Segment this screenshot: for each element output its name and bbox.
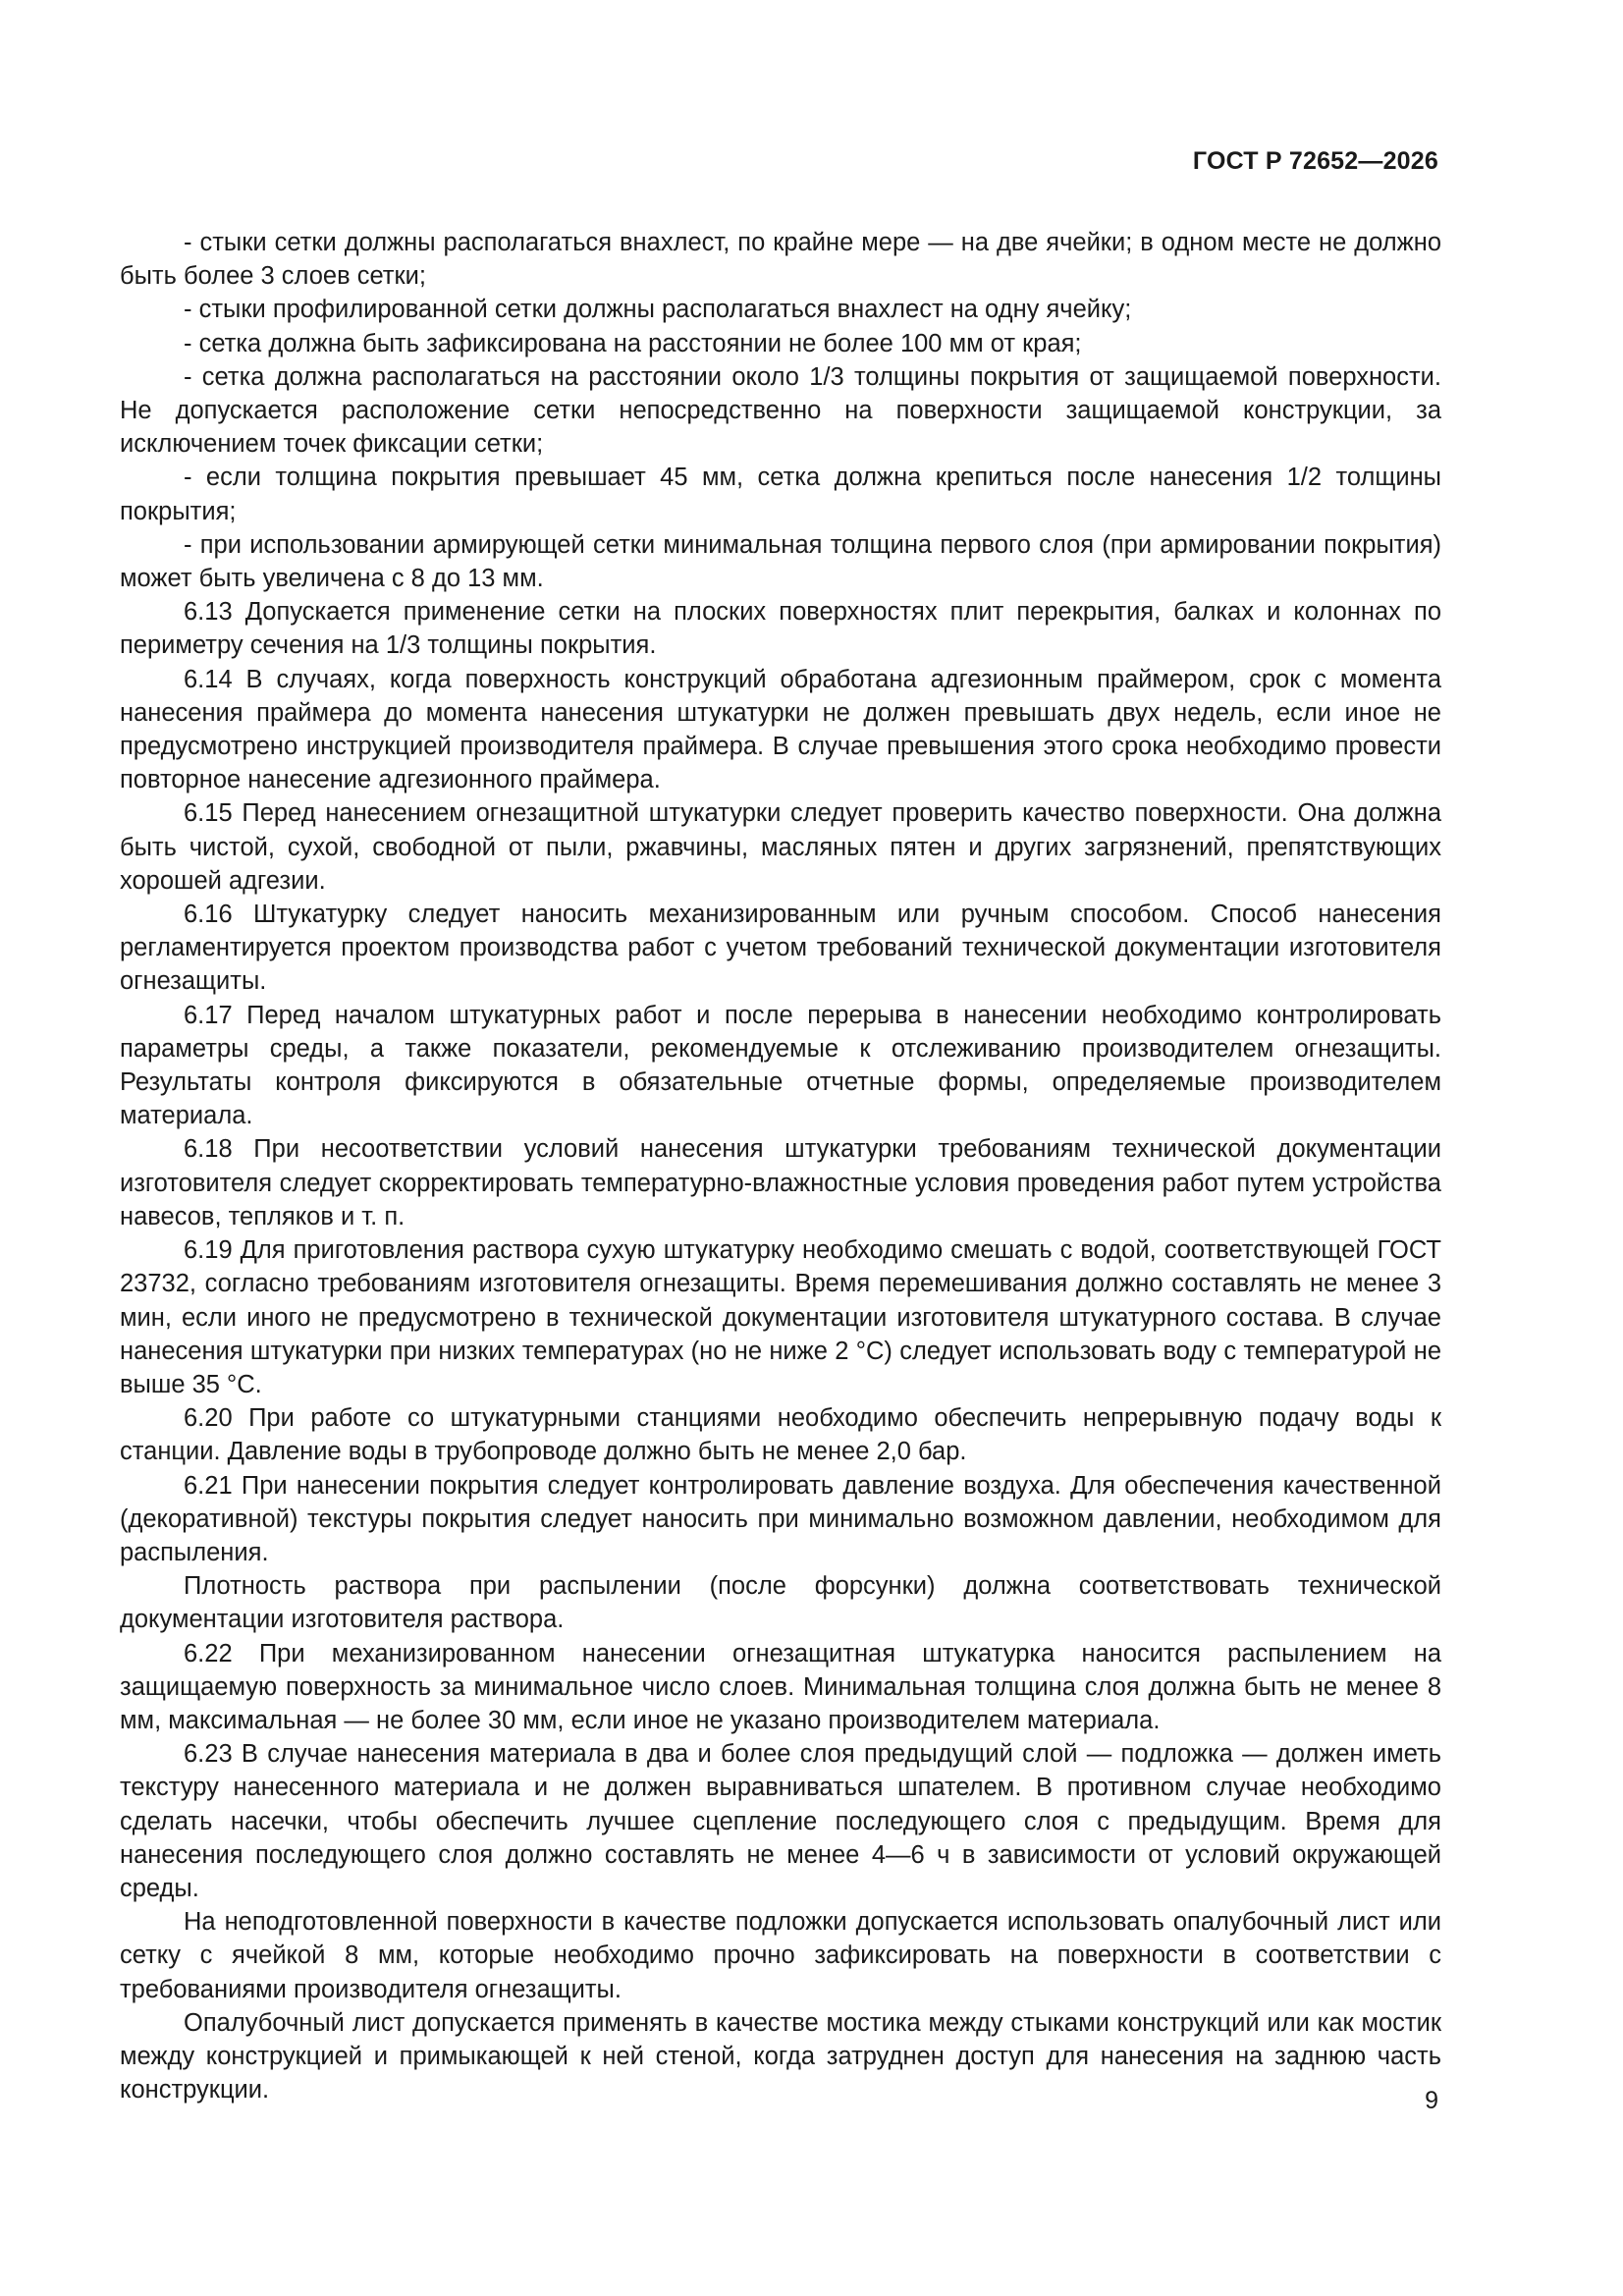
paragraph: - при использовании армирующей сетки минимальная толщина первого слоя (при армировании покрытия) может быть увеличена с 8 до 13 мм. xyxy=(120,530,1441,593)
clause-6-13: 6.13 Допускается применение сетки на плоских поверхностях плит перекрытия, балках и колоннах по периметру сечения на 1/3 толщины покрытия. xyxy=(120,598,1441,660)
paragraph: - стыки профилированной сетки должны располагаться внахлест на одну ячейку; xyxy=(184,296,1132,324)
clause-6-21: 6.21 При нанесении покрытия следует контролировать давление воздуха. Для обеспечения качественной (декоративной) текстуры покрытия следует наносить при минимально возможном давлении, необходимом для распыления. xyxy=(120,1471,1441,1566)
clause-6-18: 6.18 При несоответствии условий нанесения штукатурки требованиям технической документации изготовителя следует скорректировать температурно-влажностные условия проведения работ путем устройства навесов, тепляков и т. п. xyxy=(120,1135,1441,1230)
page-number: 9 xyxy=(1425,2087,1438,2114)
paragraph: На неподготовленной поверхности в качестве подложки допускается использовать опалубочный лист или сетку с ячейкой 8 мм, которые необходимо прочно зафиксировать на поверхности в соответствии с требованиями производителя огнезащиты. xyxy=(120,1908,1441,2003)
paragraph: Плотность раствора при распылении (после форсунки) должна соответствовать технической документации изготовителя раствора. xyxy=(120,1572,1441,1634)
document-body xyxy=(120,226,1441,2106)
clause-6-20: 6.20 При работе со штукатурными станциями необходимо обеспечить непрерывную подачу воды к станции. Давление воды в трубопроводе должно быть не менее 2,0 бар. xyxy=(120,1404,1441,1466)
paragraph: Опалубочный лист допускается применять в качестве мостика между стыками конструкций или как мостик между конструкцией и примыкающей к ней стеной, когда затруднен доступ для нанесения на заднюю часть конструкции. xyxy=(120,2008,1441,2105)
paragraph: - сетка должна быть зафиксирована на расстоянии не более 100 мм от края; xyxy=(184,329,1082,357)
clause-6-14: 6.14 В случаях, когда поверхность конструкций обработана адгезионным праймером, срок с момента нанесения праймера до момента нанесения штукатурки не должен превышать двух недель, если иное не предусмотрено инструкцией производителя праймера. В случае превышения этого срока необходимо провести повторное нанесение адгезионного праймера. xyxy=(120,665,1441,794)
clause-6-19: 6.19 Для приготовления раствора сухую штукатурку необходимо смешать с водой, соответствующей ГОСТ 23732, согласно требованиям изготовителя огнезащиты. Время перемешивания должно составлять не менее 3 мин, если иного не предусмотрено в технической документации изготовителя штукатурного состава. В случае нанесения штукатурки при низких температурах (но не ниже 2 °С) следует использовать воду с температурой не выше 35 °С. xyxy=(120,1236,1441,1398)
paragraph: - стыки сетки должны располагаться внахлест, по крайне мере — на две ячейки; в одном месте не должно быть более 3 слоев сетки; xyxy=(120,229,1441,291)
standard-designation: ГОСТ Р 72652—2026 xyxy=(1192,147,1438,175)
clause-6-22: 6.22 При механизированном нанесении огнезащитная штукатурка наносится распылением на защищаемую поверхность за минимальное число слоев. Минимальная толщина слоя должна быть не менее 8 мм, максимальная — не более 30 мм, если иное не указано производителем материала. xyxy=(120,1639,1441,1734)
clause-6-17: 6.17 Перед началом штукатурных работ и после перерыва в нанесении необходимо контролировать параметры среды, а также показатели, рекомендуемые к отслеживанию производителем огнезащиты. Результаты контроля фиксируются в обязательные отчетные формы, определяемые производителем материала. xyxy=(120,1001,1441,1130)
clause-6-16: 6.16 Штукатурку следует наносить механизированным или ручным способом. Способ нанесения регламентируется проектом производства работ с учетом требований технической документации изготовителя огнезащиты. xyxy=(120,901,1441,996)
paragraph: - если толщина покрытия превышает 45 мм, сетка должна крепиться после нанесения 1/2 толщины покрытия; xyxy=(120,464,1441,525)
clause-6-15: 6.15 Перед нанесением огнезащитной штукатурки следует проверить качество поверхности. Она должна быть чистой, сухой, свободной от пыли, ржавчины, масляных пятен и других загрязнений, препятствующих хорошей адгезии. xyxy=(120,799,1441,895)
paragraph: - сетка должна располагаться на расстоянии около 1/3 толщины покрытия от защищаемой поверхности. Не допускается расположение сетки непосредственно на поверхности защищаемой конструкции, за исключением точек фиксации сетки; xyxy=(120,362,1441,459)
clause-6-23: 6.23 В случае нанесения материала в два и более слоя предыдущий слой — подложка — должен иметь текстуру нанесенного материала и не должен выравниваться шпателем. В противном случае необходимо сделать насечки, чтобы обеспечить лучшее сцепление последующего слоя с предыдущим. Время для нанесения последующего слоя должно составлять не менее 4—6 ч в зависимости от условий окружающей среды. xyxy=(120,1740,1441,1902)
